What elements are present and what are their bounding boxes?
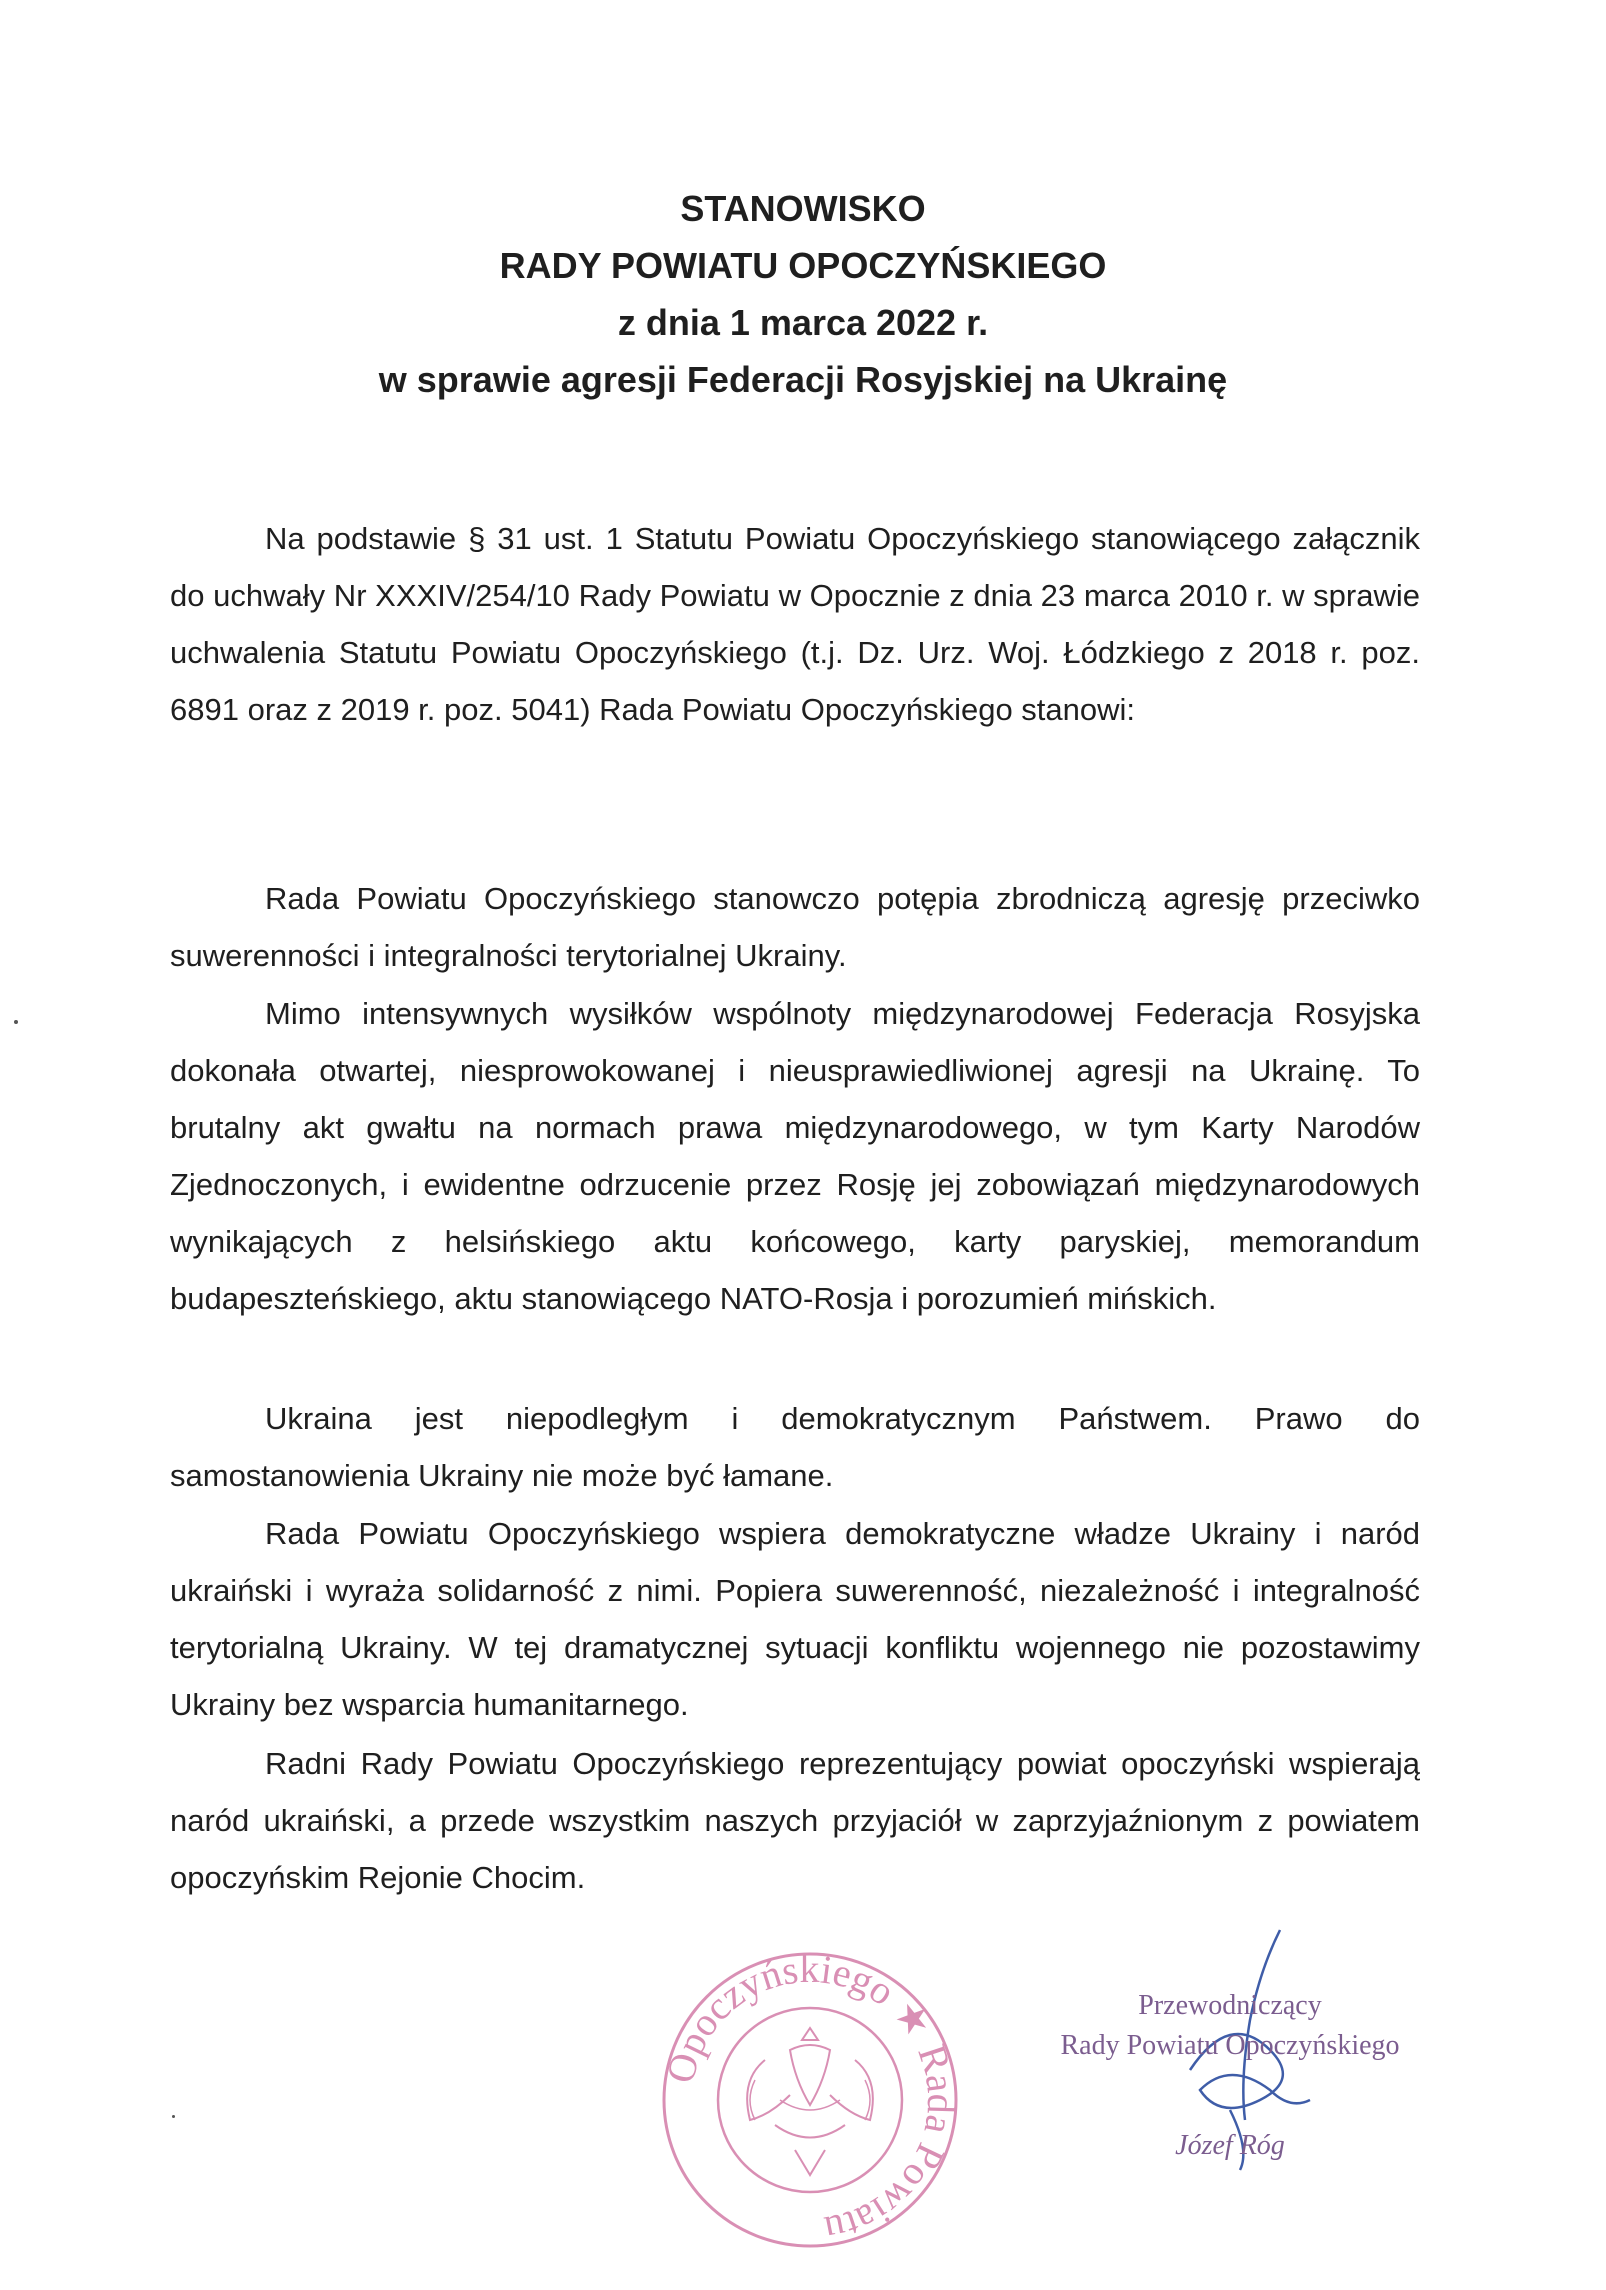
signature-name: Józef Róg: [1175, 2130, 1285, 2161]
paragraph-councillors: Radni Rady Powiatu Opoczyńskiego reprezentujący powiat opoczyński wspierają naród ukraiński, a przede wszystkim naszych przyjaciół w zaprzyjaźnionym z powiatem opoczyńskim Rejonie Chocim.: [170, 1746, 1420, 1895]
title-line-4: w sprawie agresji Federacji Rosyjskiej na Ukrainę: [378, 359, 1228, 400]
paragraph-condemnation: Rada Powiatu Opoczyńskiego stanowczo potępia zbrodniczą agresję przeciwko suwerenności i integralności terytorialnej Ukrainy.: [170, 881, 1420, 973]
signature-role-line-1: Przewodniczący: [1138, 1990, 1322, 2021]
title-line-1: STANOWISKO: [680, 188, 926, 229]
paragraph-legal-basis: Na podstawie § 31 ust. 1 Statutu Powiatu Opoczyńskiego stanowiącego załącznik do uchwały Nr XXXIV/254/10 Rady Powiatu w Opocznie z dnia 23 marca 2010 r. w sprawie uchwalenia Statutu Powiatu Opoczyńskiego (t.j. Dz. Urz. Woj. Łódzkiego z 2018 r. poz. 6891 oraz z 2019 r. poz. 5041) Rada Powiatu Opoczyńskiego stanowi:: [170, 521, 1420, 727]
paragraph-aggression: Mimo intensywnych wysiłków wspólnoty międzynarodowej Federacja Rosyjska dokonała otwartej, niesprowokowanej i nieusprawiedliwionej agresji na Ukrainę. To brutalny akt gwałtu na normach prawa międzynarodowego, w tym Karty Narodów Zjednoczonych, i ewidentne odrzucenie przez Rosję jej zobowiązań międzynarodowych wynikających z helsińskiego aktu końcowego, karty paryskiej, memorandum budapeszteńskiego, aktu stanowiącego NATO-Rosja i porozumień mińskich.: [170, 996, 1420, 1316]
title-line-3: z dnia 1 marca 2022 r.: [617, 302, 989, 343]
scan-speck: [172, 2115, 175, 2118]
seal-text: Opoczyńskiego ★ Rada Powiatu: [657, 1950, 965, 2250]
seal-stamp-icon: [655, 1950, 965, 2250]
paragraph-support: Rada Powiatu Opoczyńskiego wspiera demokratyczne władze Ukrainy i naród ukraiński i wyraża solidarność z nimi. Popiera suwerenność, niezależność i integralność terytorialną Ukrainy. W tej dramatycznej sytuacji konfliktu wojennego nie pozostawimy Ukrainy bez wsparcia humanitarnego.: [170, 1516, 1420, 1722]
official-seal: [655, 1950, 965, 2250]
svg-text:Opoczyńskiego ★ Rada Powiatu: [657, 1950, 964, 2250]
signature-block: [1020, 1990, 1440, 2190]
paragraph-independence: Ukraina jest niepodległym i demokratycznym Państwem. Prawo do samostanowienia Ukrainy nie może być łamane.: [170, 1401, 1420, 1493]
document-title: [0, 180, 1606, 408]
scan-speck: [14, 1020, 18, 1024]
signature-role-line-2: Rady Powiatu Opoczyńskiego: [1060, 2030, 1400, 2061]
title-line-2: RADY POWIATU OPOCZYŃSKIEGO: [499, 245, 1107, 286]
